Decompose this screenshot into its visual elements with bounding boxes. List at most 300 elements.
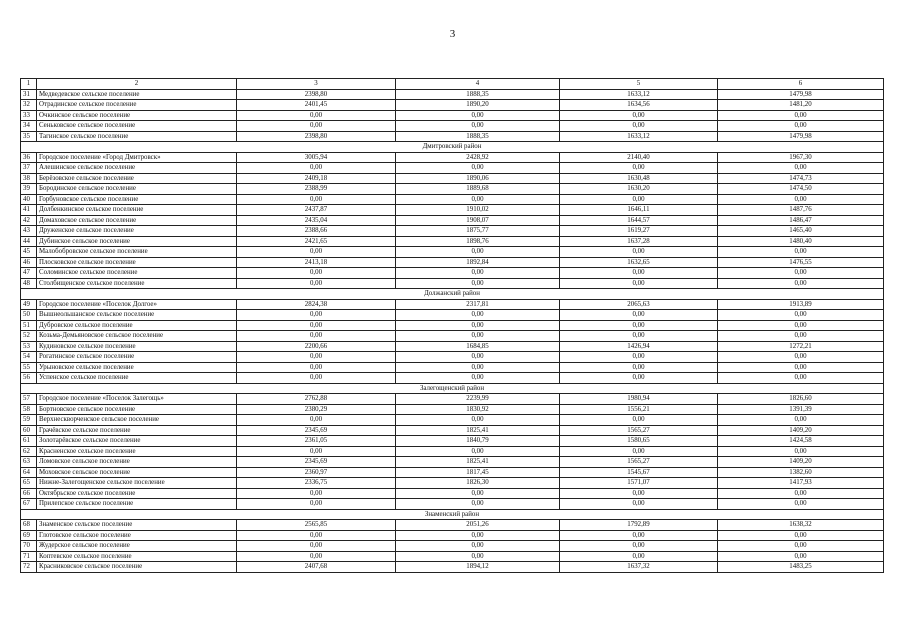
table-row bbox=[21, 457, 884, 468]
settlement-name: Жудерское сельское поселение bbox=[37, 541, 237, 552]
settlement-name: Рогатинское сельское поселение bbox=[37, 352, 237, 363]
value-cell: 1889,68 bbox=[396, 184, 560, 195]
value-cell: 1825,41 bbox=[396, 457, 560, 468]
value-cell: 1817,45 bbox=[396, 467, 560, 478]
value-cell: 2345,69 bbox=[237, 425, 396, 436]
value-cell: 0,00 bbox=[560, 373, 718, 384]
value-cell: 0,00 bbox=[560, 110, 718, 121]
value-cell: 0,00 bbox=[237, 194, 396, 205]
table-row bbox=[21, 89, 884, 100]
row-number: 41 bbox=[21, 205, 37, 216]
value-cell: 0,00 bbox=[237, 278, 396, 289]
value-cell: 0,00 bbox=[560, 499, 718, 510]
value-cell: 0,00 bbox=[396, 268, 560, 279]
settlement-name: Долбенкинское сельское поселение bbox=[37, 205, 237, 216]
value-cell: 0,00 bbox=[237, 551, 396, 562]
settlement-name: Горбуновское сельское поселение bbox=[37, 194, 237, 205]
value-cell: 0,00 bbox=[718, 373, 884, 384]
value-cell: 0,00 bbox=[237, 247, 396, 258]
row-number: 72 bbox=[21, 562, 37, 573]
row-number: 66 bbox=[21, 488, 37, 499]
row-number: 62 bbox=[21, 446, 37, 457]
table-row bbox=[21, 499, 884, 510]
value-cell: 1967,30 bbox=[718, 152, 884, 163]
value-cell: 1474,50 bbox=[718, 184, 884, 195]
value-cell: 0,00 bbox=[718, 488, 884, 499]
row-number: 64 bbox=[21, 467, 37, 478]
table-row bbox=[21, 163, 884, 174]
value-cell: 0,00 bbox=[560, 247, 718, 258]
table-row bbox=[21, 247, 884, 258]
value-cell: 1382,60 bbox=[718, 467, 884, 478]
value-cell: 0,00 bbox=[560, 488, 718, 499]
value-cell: 0,00 bbox=[560, 530, 718, 541]
table-row bbox=[21, 404, 884, 415]
value-cell: 0,00 bbox=[560, 268, 718, 279]
settlement-name: Золотарёвское сельское поселение bbox=[37, 436, 237, 447]
value-cell: 1632,65 bbox=[560, 257, 718, 268]
value-cell: 1481,20 bbox=[718, 100, 884, 111]
district-name: Залегощенский район bbox=[21, 383, 884, 394]
settlement-name: Красненское сельское поселение bbox=[37, 446, 237, 457]
settlement-name: Друженское сельское поселение bbox=[37, 226, 237, 237]
value-cell: 0,00 bbox=[718, 278, 884, 289]
value-cell: 0,00 bbox=[560, 331, 718, 342]
settlement-name: Октябрьское сельское поселение bbox=[37, 488, 237, 499]
value-cell: 2398,80 bbox=[237, 131, 396, 142]
value-cell: 1840,79 bbox=[396, 436, 560, 447]
value-cell: 1426,94 bbox=[560, 341, 718, 352]
district-header-row bbox=[21, 142, 884, 153]
table-row bbox=[21, 278, 884, 289]
value-cell: 0,00 bbox=[237, 373, 396, 384]
value-cell: 1910,02 bbox=[396, 205, 560, 216]
value-cell: 0,00 bbox=[718, 541, 884, 552]
value-cell: 0,00 bbox=[396, 530, 560, 541]
row-number: 67 bbox=[21, 499, 37, 510]
header-row bbox=[21, 79, 884, 90]
value-cell: 1890,06 bbox=[396, 173, 560, 184]
row-number: 54 bbox=[21, 352, 37, 363]
value-cell: 1580,65 bbox=[560, 436, 718, 447]
value-cell: 0,00 bbox=[396, 488, 560, 499]
row-number: 35 bbox=[21, 131, 37, 142]
row-number: 42 bbox=[21, 215, 37, 226]
value-cell: 2380,29 bbox=[237, 404, 396, 415]
row-number: 49 bbox=[21, 299, 37, 310]
value-cell: 1894,12 bbox=[396, 562, 560, 573]
settlement-name: Бортновское сельское поселение bbox=[37, 404, 237, 415]
value-cell: 1474,73 bbox=[718, 173, 884, 184]
value-cell: 0,00 bbox=[396, 541, 560, 552]
value-cell: 1637,28 bbox=[560, 236, 718, 247]
row-number: 37 bbox=[21, 163, 37, 174]
row-number: 31 bbox=[21, 89, 37, 100]
table-row bbox=[21, 362, 884, 373]
settlement-name: Плосковское сельское поселение bbox=[37, 257, 237, 268]
value-cell: 1792,89 bbox=[560, 520, 718, 531]
row-number: 63 bbox=[21, 457, 37, 468]
settlement-name: Домаховское сельское поселение bbox=[37, 215, 237, 226]
value-cell: 1417,93 bbox=[718, 478, 884, 489]
row-number: 56 bbox=[21, 373, 37, 384]
table-row bbox=[21, 184, 884, 195]
value-cell: 0,00 bbox=[560, 320, 718, 331]
table-row bbox=[21, 394, 884, 405]
value-cell: 1465,40 bbox=[718, 226, 884, 237]
table-row bbox=[21, 467, 884, 478]
row-number: 48 bbox=[21, 278, 37, 289]
value-cell: 0,00 bbox=[237, 110, 396, 121]
value-cell: 0,00 bbox=[237, 446, 396, 457]
table-row bbox=[21, 446, 884, 457]
value-cell: 0,00 bbox=[718, 320, 884, 331]
settlement-name: Дубинское сельское поселение bbox=[37, 236, 237, 247]
tariff-table bbox=[20, 78, 884, 573]
value-cell: 0,00 bbox=[718, 362, 884, 373]
value-cell: 2435,04 bbox=[237, 215, 396, 226]
district-header-row bbox=[21, 509, 884, 520]
value-cell: 0,00 bbox=[560, 551, 718, 562]
value-cell: 1391,39 bbox=[718, 404, 884, 415]
value-cell: 0,00 bbox=[396, 551, 560, 562]
value-cell: 1630,20 bbox=[560, 184, 718, 195]
value-cell: 0,00 bbox=[396, 373, 560, 384]
table-row bbox=[21, 562, 884, 573]
value-cell: 1913,89 bbox=[718, 299, 884, 310]
value-cell: 1409,20 bbox=[718, 457, 884, 468]
table-row bbox=[21, 152, 884, 163]
row-number: 43 bbox=[21, 226, 37, 237]
value-cell: 2428,92 bbox=[396, 152, 560, 163]
table-row bbox=[21, 299, 884, 310]
value-cell: 0,00 bbox=[718, 551, 884, 562]
value-cell: 0,00 bbox=[396, 446, 560, 457]
value-cell: 0,00 bbox=[396, 247, 560, 258]
value-cell: 0,00 bbox=[560, 415, 718, 426]
row-number: 36 bbox=[21, 152, 37, 163]
value-cell: 1888,35 bbox=[396, 89, 560, 100]
value-cell: 1646,11 bbox=[560, 205, 718, 216]
row-number: 71 bbox=[21, 551, 37, 562]
row-number: 45 bbox=[21, 247, 37, 258]
value-cell: 2361,05 bbox=[237, 436, 396, 447]
value-cell: 1486,47 bbox=[718, 215, 884, 226]
table-row bbox=[21, 320, 884, 331]
settlement-name: Городское поселение «Поселок Долгое» bbox=[37, 299, 237, 310]
row-number: 69 bbox=[21, 530, 37, 541]
settlement-name: Столбищенское сельское поселение bbox=[37, 278, 237, 289]
value-cell: 2388,66 bbox=[237, 226, 396, 237]
settlement-name: Сеньковское сельское поселение bbox=[37, 121, 237, 132]
settlement-name: Успенское сельское поселение bbox=[37, 373, 237, 384]
table-row bbox=[21, 173, 884, 184]
value-cell: 0,00 bbox=[396, 320, 560, 331]
value-cell: 2413,18 bbox=[237, 257, 396, 268]
settlement-name: Моховское сельское поселение bbox=[37, 467, 237, 478]
row-number: 34 bbox=[21, 121, 37, 132]
settlement-name: Козьма-Демьяновское сельское поселение bbox=[37, 331, 237, 342]
table-row bbox=[21, 205, 884, 216]
table-row bbox=[21, 100, 884, 111]
value-cell: 2360,97 bbox=[237, 467, 396, 478]
value-cell: 0,00 bbox=[718, 310, 884, 321]
district-name: Знаменский район bbox=[21, 509, 884, 520]
value-cell: 1898,76 bbox=[396, 236, 560, 247]
value-cell: 1476,55 bbox=[718, 257, 884, 268]
value-cell: 0,00 bbox=[237, 310, 396, 321]
column-header: 4 bbox=[396, 79, 560, 90]
value-cell: 0,00 bbox=[396, 499, 560, 510]
value-cell: 3005,94 bbox=[237, 152, 396, 163]
row-number: 50 bbox=[21, 310, 37, 321]
district-header-row bbox=[21, 383, 884, 394]
table-row bbox=[21, 331, 884, 342]
table-row bbox=[21, 541, 884, 552]
value-cell: 0,00 bbox=[237, 121, 396, 132]
row-number: 52 bbox=[21, 331, 37, 342]
value-cell: 1908,07 bbox=[396, 215, 560, 226]
value-cell: 2388,99 bbox=[237, 184, 396, 195]
value-cell: 0,00 bbox=[237, 415, 396, 426]
table-row bbox=[21, 131, 884, 142]
table-row bbox=[21, 352, 884, 363]
settlement-name: Верхнескворченское сельское поселение bbox=[37, 415, 237, 426]
table-row bbox=[21, 121, 884, 132]
value-cell: 0,00 bbox=[237, 362, 396, 373]
column-header: 1 bbox=[21, 79, 37, 90]
settlement-name: Отрадинское сельское поселение bbox=[37, 100, 237, 111]
table-row bbox=[21, 257, 884, 268]
value-cell: 0,00 bbox=[560, 446, 718, 457]
value-cell: 0,00 bbox=[396, 352, 560, 363]
row-number: 32 bbox=[21, 100, 37, 111]
value-cell: 2317,81 bbox=[396, 299, 560, 310]
settlement-name: Городское поселение «Поселок Залегощь» bbox=[37, 394, 237, 405]
table-row bbox=[21, 488, 884, 499]
value-cell: 1272,21 bbox=[718, 341, 884, 352]
value-cell: 1890,20 bbox=[396, 100, 560, 111]
table-row bbox=[21, 551, 884, 562]
row-number: 57 bbox=[21, 394, 37, 405]
row-number: 38 bbox=[21, 173, 37, 184]
settlement-name: Знаменское сельское поселение bbox=[37, 520, 237, 531]
value-cell: 1638,32 bbox=[718, 520, 884, 531]
column-header: 3 bbox=[237, 79, 396, 90]
value-cell: 0,00 bbox=[718, 163, 884, 174]
value-cell: 0,00 bbox=[718, 247, 884, 258]
value-cell: 0,00 bbox=[718, 121, 884, 132]
value-cell: 0,00 bbox=[237, 541, 396, 552]
row-number: 60 bbox=[21, 425, 37, 436]
column-header: 5 bbox=[560, 79, 718, 90]
settlement-name: Красниковское сельское поселение bbox=[37, 562, 237, 573]
value-cell: 0,00 bbox=[718, 194, 884, 205]
value-cell: 2762,88 bbox=[237, 394, 396, 405]
value-cell: 1479,98 bbox=[718, 131, 884, 142]
value-cell: 0,00 bbox=[718, 110, 884, 121]
table-row bbox=[21, 478, 884, 489]
value-cell: 1479,98 bbox=[718, 89, 884, 100]
value-cell: 1826,60 bbox=[718, 394, 884, 405]
value-cell: 1888,35 bbox=[396, 131, 560, 142]
value-cell: 1619,27 bbox=[560, 226, 718, 237]
row-number: 68 bbox=[21, 520, 37, 531]
value-cell: 0,00 bbox=[237, 320, 396, 331]
value-cell: 2065,63 bbox=[560, 299, 718, 310]
value-cell: 0,00 bbox=[396, 163, 560, 174]
settlement-name: Соломинское сельское поселение bbox=[37, 268, 237, 279]
value-cell: 0,00 bbox=[237, 488, 396, 499]
value-cell: 1409,20 bbox=[718, 425, 884, 436]
settlement-name: Малобобровское сельское поселение bbox=[37, 247, 237, 258]
value-cell: 1565,27 bbox=[560, 457, 718, 468]
value-cell: 0,00 bbox=[560, 541, 718, 552]
value-cell: 0,00 bbox=[396, 110, 560, 121]
row-number: 61 bbox=[21, 436, 37, 447]
row-number: 40 bbox=[21, 194, 37, 205]
value-cell: 1545,67 bbox=[560, 467, 718, 478]
settlement-name: Вышнеольшанское сельское поселение bbox=[37, 310, 237, 321]
table-body bbox=[21, 79, 884, 573]
table-row bbox=[21, 373, 884, 384]
table-row bbox=[21, 436, 884, 447]
table-row bbox=[21, 236, 884, 247]
settlement-name: Прилепское сельское поселение bbox=[37, 499, 237, 510]
value-cell: 0,00 bbox=[396, 278, 560, 289]
value-cell: 0,00 bbox=[237, 352, 396, 363]
row-number: 44 bbox=[21, 236, 37, 247]
value-cell: 0,00 bbox=[560, 163, 718, 174]
value-cell: 1424,58 bbox=[718, 436, 884, 447]
table-row bbox=[21, 530, 884, 541]
value-cell: 0,00 bbox=[237, 331, 396, 342]
row-number: 33 bbox=[21, 110, 37, 121]
value-cell: 2401,45 bbox=[237, 100, 396, 111]
value-cell: 0,00 bbox=[718, 331, 884, 342]
value-cell: 2409,18 bbox=[237, 173, 396, 184]
value-cell: 1892,84 bbox=[396, 257, 560, 268]
value-cell: 0,00 bbox=[718, 415, 884, 426]
value-cell: 0,00 bbox=[237, 163, 396, 174]
value-cell: 0,00 bbox=[560, 278, 718, 289]
value-cell: 1487,76 bbox=[718, 205, 884, 216]
page-number: 3 bbox=[449, 28, 456, 40]
value-cell: 1830,92 bbox=[396, 404, 560, 415]
settlement-name: Дубровское сельское поселение bbox=[37, 320, 237, 331]
value-cell: 2565,85 bbox=[237, 520, 396, 531]
table-row bbox=[21, 520, 884, 531]
value-cell: 0,00 bbox=[396, 331, 560, 342]
table-row bbox=[21, 415, 884, 426]
value-cell: 2398,80 bbox=[237, 89, 396, 100]
value-cell: 0,00 bbox=[718, 268, 884, 279]
settlement-name: Грачёвское сельское поселение bbox=[37, 425, 237, 436]
value-cell: 0,00 bbox=[237, 499, 396, 510]
settlement-name: Тагинское сельское поселение bbox=[37, 131, 237, 142]
value-cell: 0,00 bbox=[396, 362, 560, 373]
value-cell: 0,00 bbox=[718, 446, 884, 457]
table-row bbox=[21, 341, 884, 352]
row-number: 70 bbox=[21, 541, 37, 552]
row-number: 47 bbox=[21, 268, 37, 279]
row-number: 65 bbox=[21, 478, 37, 489]
settlement-name: Очкинское сельское поселение bbox=[37, 110, 237, 121]
value-cell: 2051,26 bbox=[396, 520, 560, 531]
value-cell: 1634,56 bbox=[560, 100, 718, 111]
table-row bbox=[21, 268, 884, 279]
value-cell: 1825,41 bbox=[396, 425, 560, 436]
value-cell: 1633,12 bbox=[560, 131, 718, 142]
value-cell: 1633,12 bbox=[560, 89, 718, 100]
value-cell: 1571,07 bbox=[560, 478, 718, 489]
value-cell: 1637,32 bbox=[560, 562, 718, 573]
value-cell: 0,00 bbox=[560, 352, 718, 363]
value-cell: 1480,40 bbox=[718, 236, 884, 247]
table-row bbox=[21, 425, 884, 436]
table-row bbox=[21, 226, 884, 237]
value-cell: 2421,65 bbox=[237, 236, 396, 247]
table-row bbox=[21, 194, 884, 205]
row-number: 59 bbox=[21, 415, 37, 426]
value-cell: 0,00 bbox=[237, 530, 396, 541]
settlement-name: Глотовское сельское поселение bbox=[37, 530, 237, 541]
value-cell: 2140,40 bbox=[560, 152, 718, 163]
settlement-name: Медведевское сельское поселение bbox=[37, 89, 237, 100]
value-cell: 0,00 bbox=[396, 310, 560, 321]
row-number: 39 bbox=[21, 184, 37, 195]
value-cell: 0,00 bbox=[718, 352, 884, 363]
district-name: Дмитровский район bbox=[21, 142, 884, 153]
value-cell: 1644,57 bbox=[560, 215, 718, 226]
value-cell: 2824,38 bbox=[237, 299, 396, 310]
value-cell: 0,00 bbox=[560, 310, 718, 321]
settlement-name: Кудиновское сельское поселение bbox=[37, 341, 237, 352]
settlement-name: Бородинское сельское поселение bbox=[37, 184, 237, 195]
value-cell: 0,00 bbox=[718, 530, 884, 541]
table-row bbox=[21, 110, 884, 121]
value-cell: 0,00 bbox=[396, 194, 560, 205]
value-cell: 2239,99 bbox=[396, 394, 560, 405]
value-cell: 2345,69 bbox=[237, 457, 396, 468]
value-cell: 0,00 bbox=[237, 268, 396, 279]
row-number: 53 bbox=[21, 341, 37, 352]
value-cell: 0,00 bbox=[560, 362, 718, 373]
value-cell: 0,00 bbox=[560, 121, 718, 132]
district-name: Должанский район bbox=[21, 289, 884, 300]
settlement-name: Коптевское сельское поселение bbox=[37, 551, 237, 562]
settlement-name: Нижне-Залегощенское сельское поселение bbox=[37, 478, 237, 489]
value-cell: 2407,68 bbox=[237, 562, 396, 573]
value-cell: 1826,30 bbox=[396, 478, 560, 489]
value-cell: 0,00 bbox=[718, 499, 884, 510]
table-row bbox=[21, 215, 884, 226]
value-cell: 0,00 bbox=[396, 121, 560, 132]
column-header: 6 bbox=[718, 79, 884, 90]
value-cell: 2336,75 bbox=[237, 478, 396, 489]
value-cell: 1556,21 bbox=[560, 404, 718, 415]
value-cell: 1565,27 bbox=[560, 425, 718, 436]
district-header-row bbox=[21, 289, 884, 300]
value-cell: 0,00 bbox=[396, 415, 560, 426]
value-cell: 1630,48 bbox=[560, 173, 718, 184]
value-cell: 1875,77 bbox=[396, 226, 560, 237]
settlement-name: Урыновское сельское поселение bbox=[37, 362, 237, 373]
column-header: 2 bbox=[37, 79, 237, 90]
settlement-name: Ломовское сельское поселение bbox=[37, 457, 237, 468]
row-number: 51 bbox=[21, 320, 37, 331]
settlement-name: Берёзовское сельское поселение bbox=[37, 173, 237, 184]
